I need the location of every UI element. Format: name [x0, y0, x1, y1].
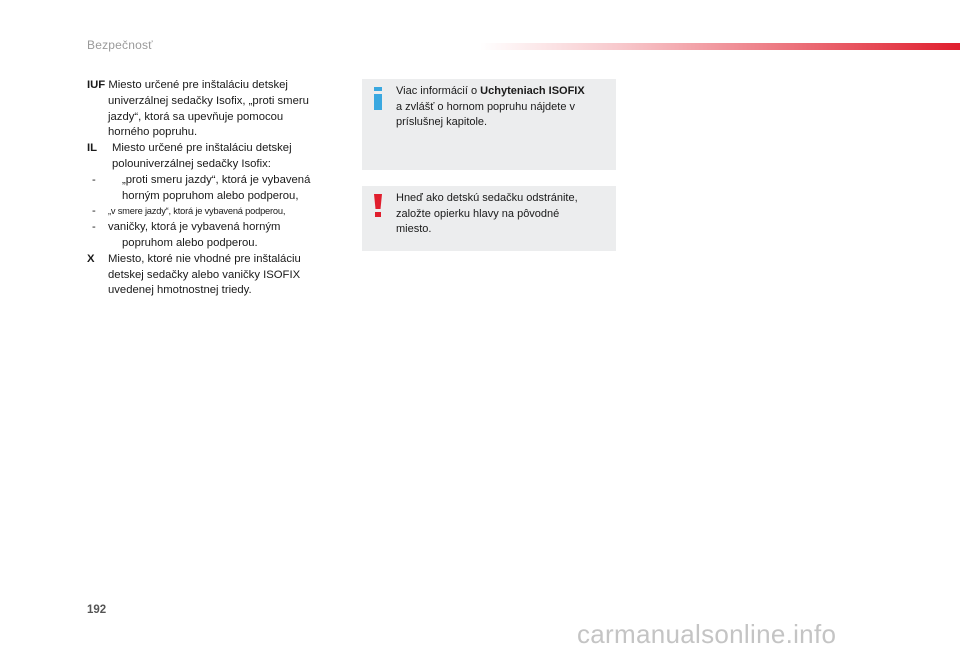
legend-entry-x [87, 252, 357, 299]
warning-icon [373, 193, 383, 217]
info-box [362, 79, 616, 170]
legend-text: Miesto určené pre inštaláciu detskej [112, 142, 292, 155]
legend-text: uvedenej hmotnostnej triedy. [108, 284, 252, 297]
legend-code: X [87, 252, 95, 265]
warning-text: Hneď ako detskú sedačku odstránite, založte opierku hlavy na pôvodné miesto. [396, 192, 578, 235]
isofix-legend [87, 78, 357, 299]
legend-text: polouniverzálnej sedačky Isofix: [112, 157, 271, 170]
legend-text: jazdy“, ktorá sa upevňuje pomocou [108, 110, 284, 123]
legend-text: univerzálnej sedačky Isofix, „proti smeru [108, 94, 309, 107]
list-item: - „v smere jazdy“, ktorá je vybavená podperou, [92, 205, 286, 218]
legend-text: horného popruhu. [108, 126, 198, 139]
legend-text: Miesto určené pre inštaláciu detskej [108, 79, 288, 91]
header-accent-bar [480, 43, 960, 50]
legend-text: Miesto, ktoré nie vhodné pre inštaláciu [108, 252, 301, 265]
legend-entry-iuf [87, 78, 357, 141]
info-icon [373, 86, 383, 110]
list-item: - vaničky, ktorá je vybavená horným popruhom alebo podperou. [92, 221, 281, 249]
legend-code: IUF [87, 79, 106, 91]
page-number: 192 [87, 604, 107, 616]
info-text: Viac informácií o Uchyteniach ISOFIX a zvlášť o hornom popruhu nájdete v príslušnej kapitole. [396, 85, 585, 128]
list-item: - „proti smeru jazdy“, ktorá je vybavená horným popruhom alebo podperou, [92, 173, 311, 202]
watermark: carmanualsonline.info [577, 619, 837, 649]
warning-box [362, 186, 616, 251]
section-title: Bezpečnosť [87, 38, 153, 52]
legend-text: detskej sedačky alebo vaničky ISOFIX [108, 268, 301, 281]
legend-code: IL [87, 142, 98, 155]
legend-entry-il [87, 141, 357, 252]
